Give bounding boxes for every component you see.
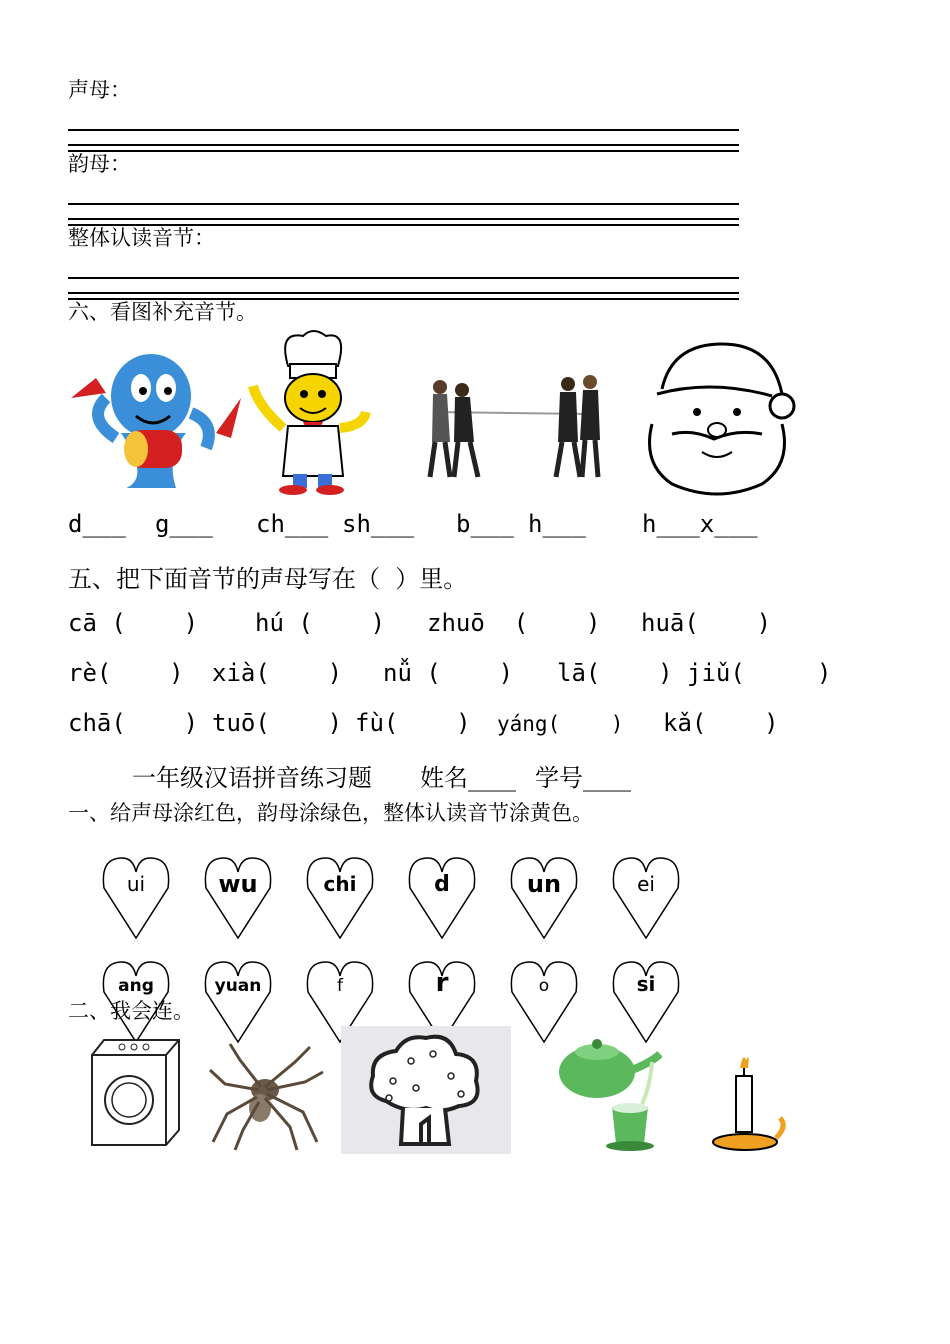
heart-label: o bbox=[538, 976, 550, 996]
student-number-label: 学号____ bbox=[535, 764, 631, 792]
syllable-item: jiǔ( ) bbox=[687, 659, 832, 687]
section6-title: 六、看图补充音节。 bbox=[68, 300, 257, 324]
blank-b: b___ bbox=[456, 510, 514, 538]
heart-un[interactable] bbox=[508, 854, 580, 940]
heart-label: ang bbox=[118, 976, 154, 996]
heart-yuan[interactable] bbox=[202, 958, 274, 1044]
syllable-item: tuō( ) bbox=[212, 709, 343, 737]
washing-machine-image bbox=[84, 1035, 184, 1150]
syllable-item: yáng( ) bbox=[497, 712, 624, 736]
section2-title: 二、我会连。 bbox=[68, 999, 194, 1023]
syllable-item: fù( ) bbox=[355, 709, 471, 737]
blank-hx: h___x___ bbox=[642, 510, 758, 538]
rule-line bbox=[68, 150, 739, 152]
heart-label: si bbox=[636, 972, 656, 996]
chef-image bbox=[248, 326, 373, 496]
syllable-item: cā ( ) bbox=[68, 609, 199, 637]
rule-line bbox=[68, 218, 739, 220]
name-field-label: 姓名____ bbox=[420, 764, 516, 792]
syllable-item: zhuō ( ) bbox=[427, 609, 601, 637]
santa-image bbox=[632, 334, 797, 499]
heart-label: chi bbox=[323, 872, 357, 896]
page-title: 一年级汉语拼音练习题 bbox=[132, 764, 372, 792]
teapot-cup-image bbox=[552, 1032, 662, 1152]
initials-label: 声母： bbox=[68, 78, 131, 102]
spider-image bbox=[205, 1042, 325, 1152]
syllable-item: kǎ( ) bbox=[663, 709, 779, 737]
heart-label: ui bbox=[126, 872, 146, 896]
heart-label: yuan bbox=[214, 976, 262, 996]
rule-line bbox=[68, 292, 739, 294]
syllable-item: rè( ) bbox=[68, 659, 184, 687]
finals-label: 韵母： bbox=[68, 152, 131, 176]
heart-wu[interactable] bbox=[202, 854, 274, 940]
section1-title: 一、给声母涂红色，韵母涂绿色，整体认读音节涂黄色。 bbox=[68, 801, 593, 825]
blank-sh: sh___ bbox=[342, 510, 415, 538]
blank-h: h___ bbox=[528, 510, 586, 538]
blank-ch: ch___ bbox=[256, 510, 329, 538]
syllable-item: hú ( ) bbox=[255, 609, 386, 637]
rule-line bbox=[68, 144, 739, 146]
heart-label: f bbox=[337, 976, 343, 996]
rule-line bbox=[68, 129, 739, 131]
heart-d[interactable] bbox=[406, 854, 478, 940]
heart-ui[interactable] bbox=[100, 854, 172, 940]
heart-label: wu bbox=[218, 870, 258, 898]
heart-label: r bbox=[435, 968, 449, 998]
candle-image bbox=[710, 1048, 790, 1153]
syllable-item: chā( ) bbox=[68, 709, 199, 737]
syllable-item: lā( ) bbox=[557, 659, 673, 687]
tree-image bbox=[341, 1026, 511, 1154]
blank-g: g___ bbox=[155, 510, 213, 538]
whole-syllables-label: 整体认读音节： bbox=[68, 226, 215, 250]
syllable-item: huā( ) bbox=[641, 609, 772, 637]
heart-ei[interactable] bbox=[610, 854, 682, 940]
syllable-item: xià( ) bbox=[212, 659, 343, 687]
heart-chi[interactable] bbox=[304, 854, 376, 940]
heart-label: ei bbox=[637, 872, 655, 896]
rule-line bbox=[68, 203, 739, 205]
tug-of-war-image bbox=[420, 372, 605, 482]
heart-label: d bbox=[434, 872, 450, 897]
rule-line bbox=[68, 277, 739, 279]
syllable-item: nǚ ( ) bbox=[383, 659, 514, 687]
heart-label: un bbox=[526, 870, 562, 898]
section5-title: 五、把下面音节的声母写在（ ）里。 bbox=[68, 565, 468, 593]
mascot-drum-image bbox=[66, 338, 246, 498]
blank-d: d___ bbox=[68, 510, 126, 538]
